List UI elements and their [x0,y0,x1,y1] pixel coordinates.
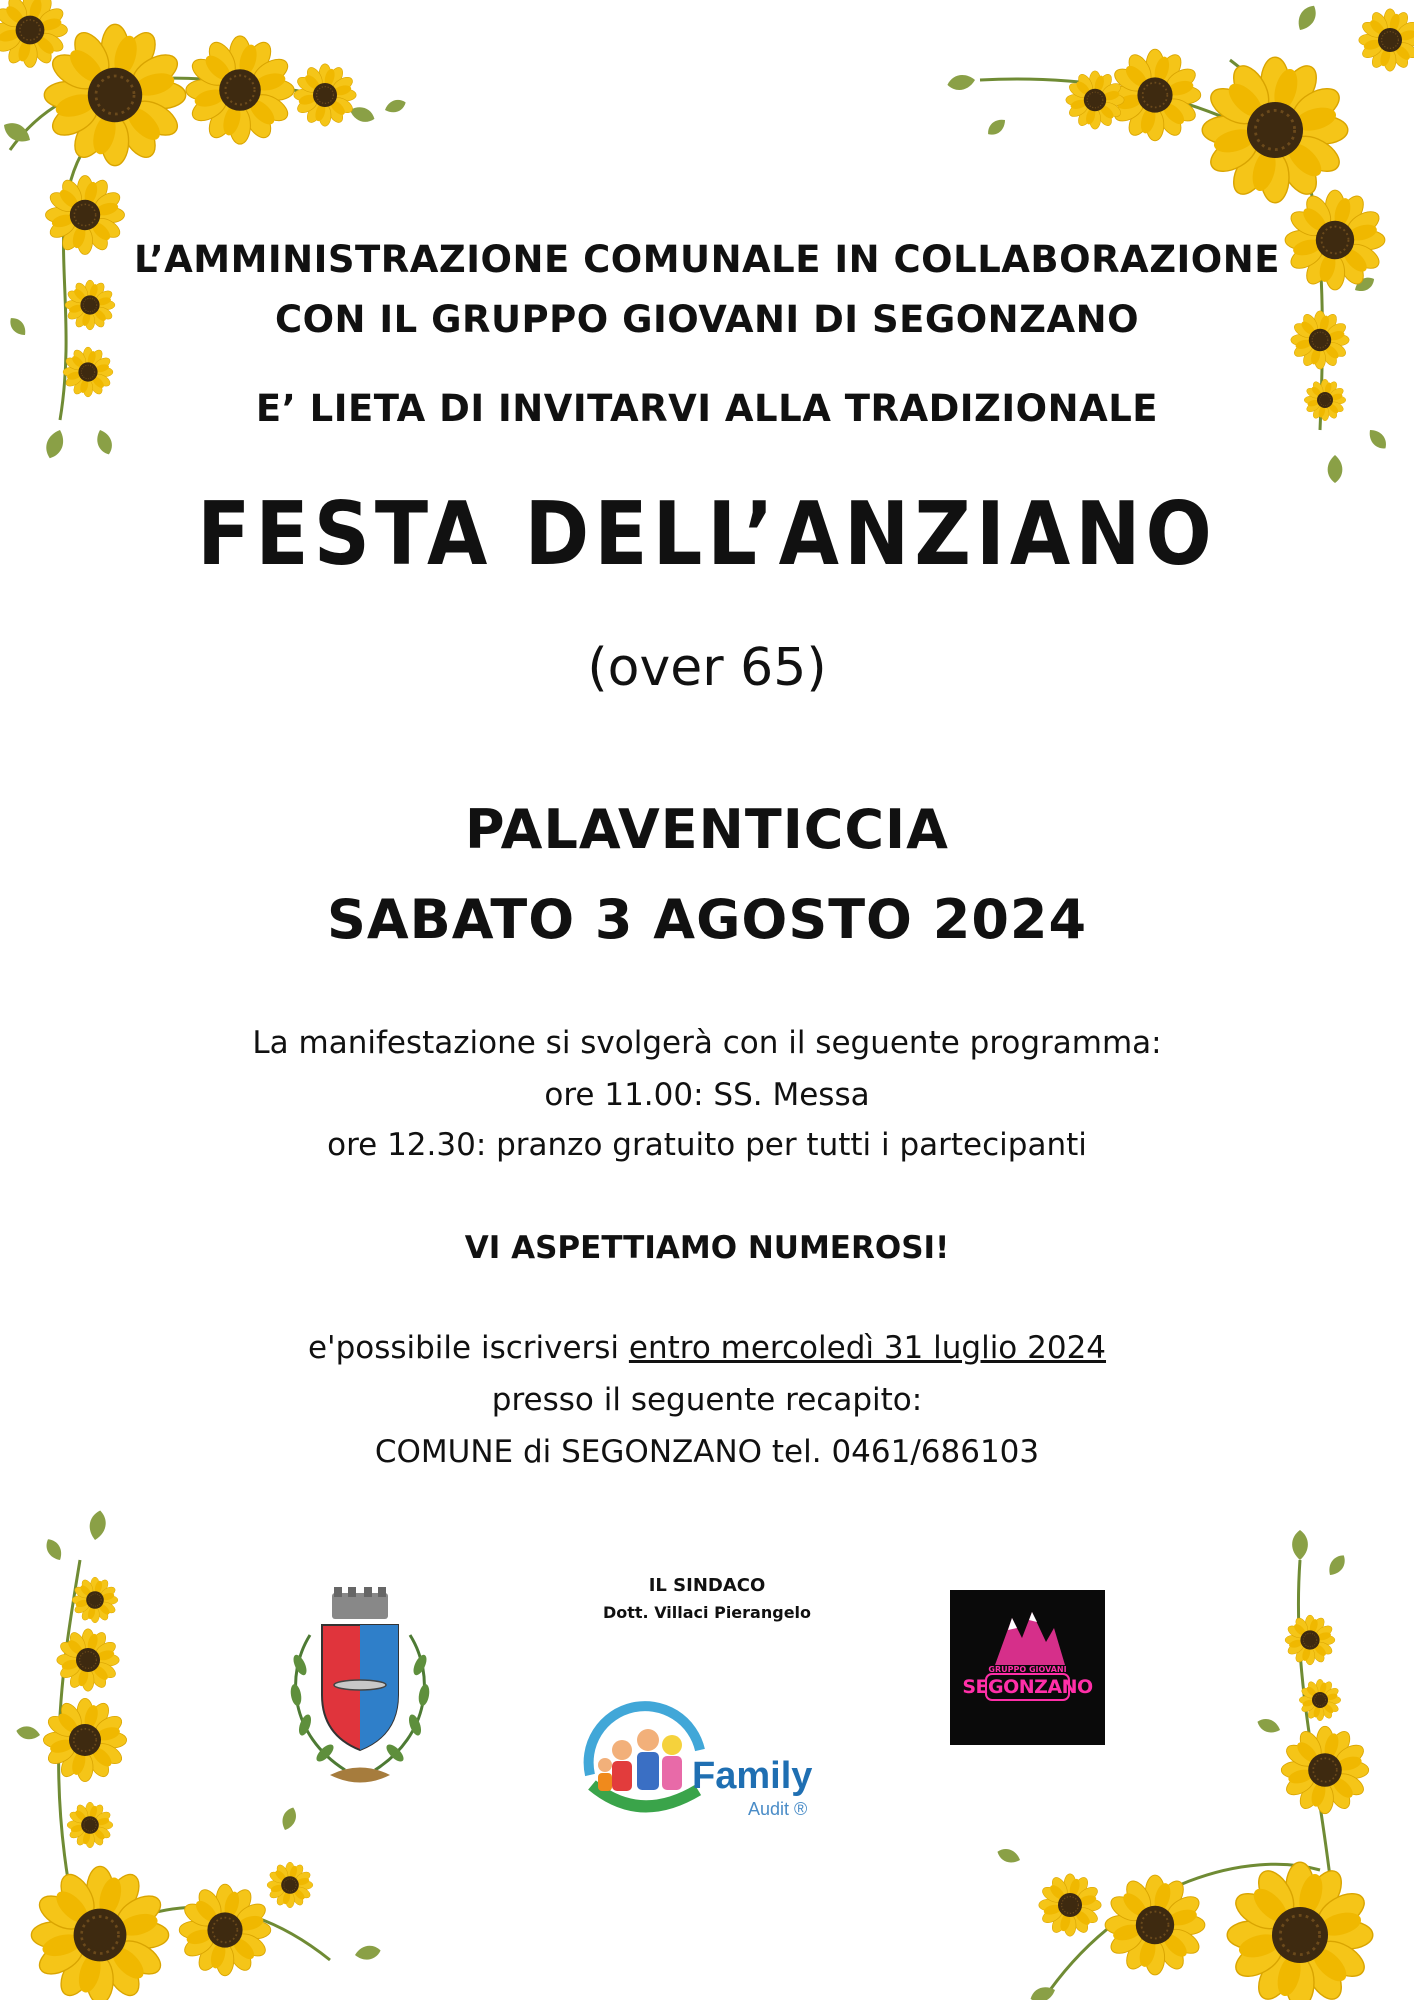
closing-message: VI ASPETTIAMO NUMEROSI! [464,1230,950,1266]
registration-deadline: entro mercoledì 31 luglio 2024 [628,1330,1107,1366]
registration-line-2: presso il seguente recapito: [491,1382,923,1418]
program-item-2: ore 12.30: pranzo gratuito per tutti i partecipanti [327,1127,1087,1163]
coat-of-arms-icon [270,1585,450,1795]
intro-line-2: CON IL GRUPPO GIOVANI DI SEGONZANO [274,298,1140,341]
event-subtitle: (over 65) [587,638,827,698]
family-word: Family [692,1755,813,1797]
gruppo-giovani-logo [950,1590,1105,1745]
signature-role: IL SINDACO [648,1575,766,1596]
signature-name: Dott. Villaci Pierangelo [602,1603,812,1622]
event-date: SABATO 3 AGOSTO 2024 [326,888,1088,951]
family-audit-logo [580,1695,842,1825]
intro-line-1: L’AMMINISTRAZIONE COMUNALE IN COLLABORAZIONE [134,238,1280,281]
registration-line-1 [0,1330,1414,1366]
program-intro: La manifestazione si svolgerà con il seguente programma: [252,1025,1162,1061]
audit-word: Audit ® [748,1799,808,1819]
program-item-1: ore 11.00: SS. Messa [544,1077,870,1113]
intro-line-3: E’ LIETA DI INVITARVI ALLA TRADIZIONALE [255,387,1159,430]
group-logo-small-text: GRUPPO GIOVANI [988,1665,1067,1674]
group-logo-name: SEGONZANO [962,1676,1093,1698]
registration-contact: COMUNE di SEGONZANO tel. 0461/686103 [374,1434,1040,1470]
registration-prefix: e'possibile iscriversi [307,1330,629,1366]
event-title: FESTA DELL’ANZIANO [197,484,1217,586]
event-venue: PALAVENTICCIA [465,798,949,861]
family-figures-icon [580,1695,710,1825]
